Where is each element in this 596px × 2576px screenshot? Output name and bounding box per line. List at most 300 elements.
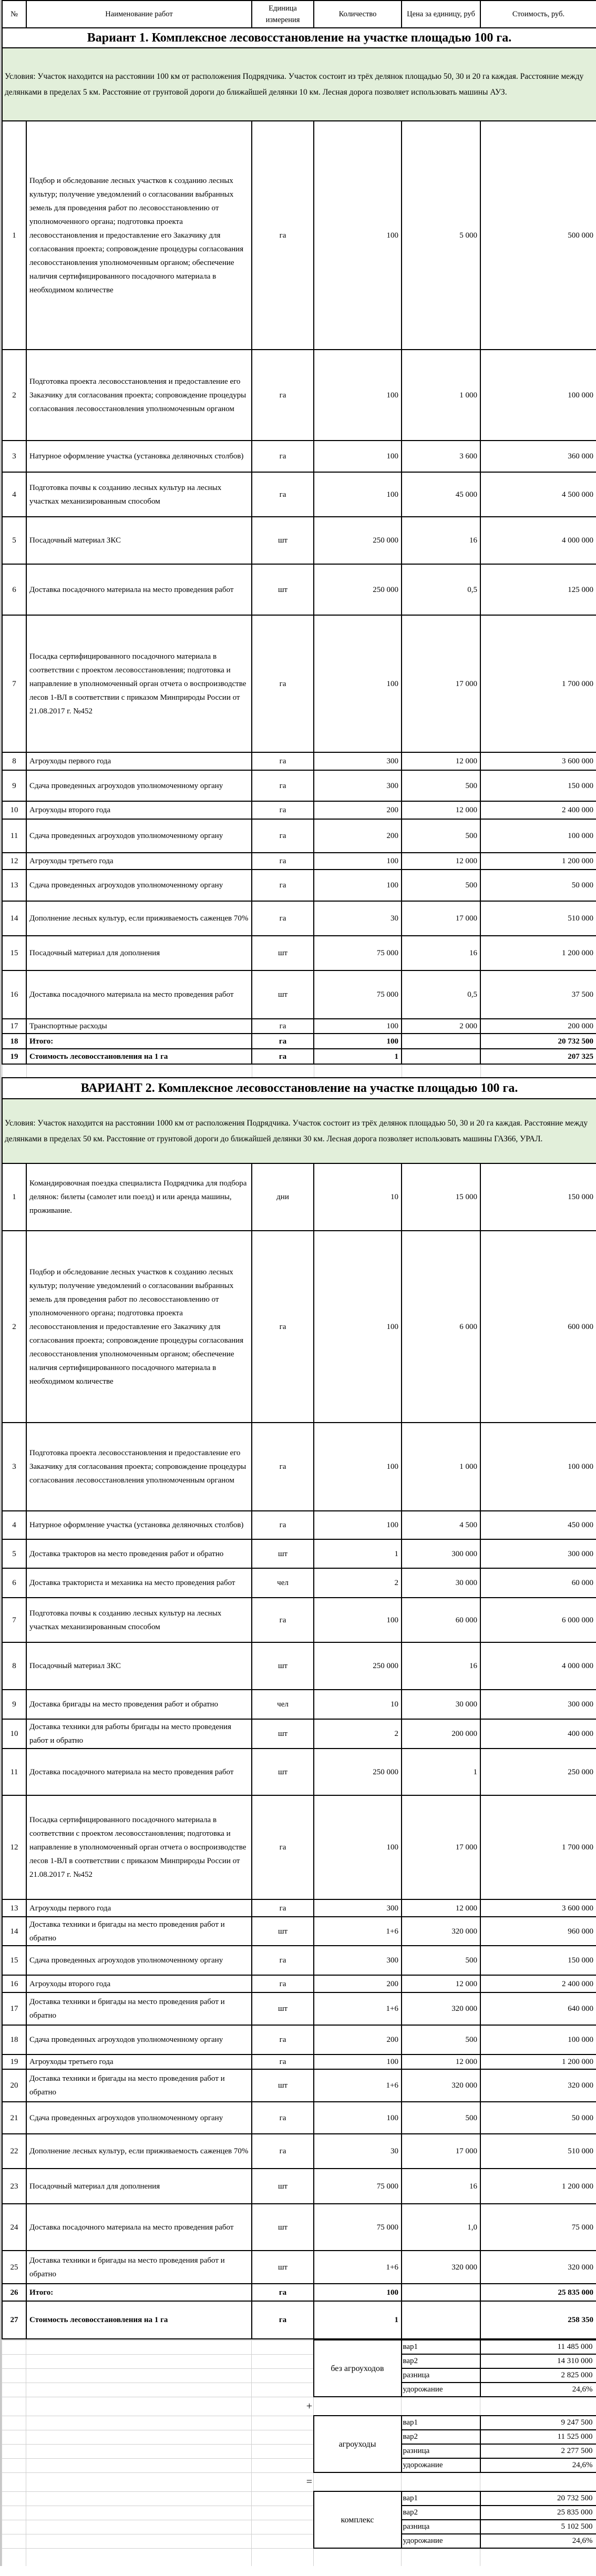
work-name: Подготовка проекта лесовосстановления и предоставление его Заказчику для согласования проекта; сопровождение процедуры согласования лесовосстановления уполномоченным органом [26,350,252,441]
cost: 3 600 000 [480,1899,596,1917]
total-cost: 20 732 500 [480,1034,596,1049]
row-number: 21 [2,2102,26,2134]
cost: 400 000 [480,1719,596,1749]
unit: шт [252,1917,314,1946]
summary-row [2,2444,596,2458]
unit-price: 12 000 [402,1899,480,1917]
quantity: 250 000 [314,1749,402,1795]
cost: 2 400 000 [480,1975,596,1992]
header-name: Наименование работ [26,1,252,28]
summary-item-value: 25 835 000 [480,2506,596,2520]
row-number: 16 [2,970,26,1019]
table-row [2,1795,596,1899]
summary-row [2,2383,596,2397]
row-number: 3 [2,1423,26,1511]
cost-table [2,0,596,2339]
summary-item-label: разница [402,2444,480,2458]
cost: 75 000 [480,2204,596,2251]
table-row [2,2102,596,2134]
row-number: 13 [2,870,26,901]
per-ha-num: 19 [2,1049,26,1064]
unit: чел [252,1690,314,1719]
cost: 360 000 [480,441,596,472]
quantity: 2 [314,1719,402,1749]
unit: га [252,121,314,350]
row-number: 13 [2,1899,26,1917]
unit: га [252,1899,314,1917]
summary-item-label: вар2 [402,2430,480,2444]
per-ha-label: Стоимость лесовосстановления на 1 га [26,2301,252,2339]
total-num: 26 [2,2284,26,2301]
cost: 4 000 000 [480,1642,596,1690]
table-row [2,1749,596,1795]
unit: га [252,441,314,472]
quantity: 100 [314,121,402,350]
work-name: Посадочный материал для дополнения [26,936,252,970]
unit: шт [252,2069,314,2102]
table-row [2,564,596,615]
table-row [2,1568,596,1598]
per-ha-cost: 258 350 [480,2301,596,2339]
work-name: Подготовка проекта лесовосстановления и предоставление его Заказчику для согласования проекта; сопровождение процедуры согласования лесовосстановления уполномоченным органом [26,1423,252,1511]
cost: 100 000 [480,350,596,441]
summary-row [2,2534,596,2548]
work-name: Натурное оформление участка (установка деляночных столбов) [26,441,252,472]
per-ha-qty: 1 [314,2301,402,2339]
summary-item-value: 14 310 000 [480,2354,596,2368]
quantity: 250 000 [314,564,402,615]
work-name: Дополнение лесных культур, если приживаемость саженцев 70% [26,2134,252,2169]
unit-price: 2 000 [402,1019,480,1034]
work-name: Сдача проведенных агроуходов уполномоченному органу [26,2102,252,2134]
unit: шт [252,517,314,564]
unit: га [252,1795,314,1899]
cost: 960 000 [480,1917,596,1946]
summary-row [2,2368,596,2383]
row-number: 3 [2,441,26,472]
unit: га [252,853,314,870]
table-row [2,1975,596,1992]
summary-item-label: разница [402,2520,480,2534]
row-number: 4 [2,472,26,517]
cost: 600 000 [480,1231,596,1423]
table-row [2,853,596,870]
unit: га [252,1231,314,1423]
variant2-title: ВАРИАНТ 2. Комплексное лесовосстановление на участке площадью 100 га. [2,1078,596,1099]
row-number: 16 [2,1975,26,1992]
row-number: 19 [2,2054,26,2069]
quantity: 100 [314,1795,402,1899]
row-number: 12 [2,853,26,870]
unit-price: 12 000 [402,1975,480,1992]
summary-row [2,2458,596,2472]
quantity: 100 [314,350,402,441]
unit-price: 17 000 [402,901,480,936]
work-name: Доставка техники и бригады на место проведения работ и обратно [26,2251,252,2284]
cost: 150 000 [480,770,596,801]
summary-row [2,2520,596,2534]
unit: дни [252,1163,314,1231]
cost: 450 000 [480,1511,596,1539]
quantity: 100 [314,1231,402,1423]
table-row [2,2025,596,2054]
summary-item-value: 5 102 500 [480,2520,596,2534]
unit: шт [252,936,314,970]
row-number: 14 [2,901,26,936]
per-ha-unit: га [252,1049,314,1064]
cost: 3 600 000 [480,752,596,770]
unit-price: 1 [402,1749,480,1795]
unit-price: 4 500 [402,1511,480,1539]
per-ha-unit: га [252,2301,314,2339]
row-number: 9 [2,770,26,801]
header-num: № [2,1,26,28]
total-unit: га [252,1034,314,1049]
summary-item-label: удорожание [402,2458,480,2472]
unit-price: 30 000 [402,1568,480,1598]
empty-row [2,2548,596,2566]
cost: 100 000 [480,1423,596,1511]
unit-price: 320 000 [402,2251,480,2284]
work-name: Доставка техники и бригады на место проведения работ и обратно [26,1917,252,1946]
total-qty: 100 [314,1034,402,1049]
summary-comparison [2,2339,596,2566]
cost: 50 000 [480,2102,596,2134]
work-name: Дополнение лесных культур, если приживаемость саженцев 70% [26,901,252,936]
per-ha-cost: 207 325 [480,1049,596,1064]
work-name: Сдача проведенных агроуходов уполномоченному органу [26,770,252,801]
unit-price: 0,5 [402,564,480,615]
variant2-rows [2,1163,596,2284]
summary-item-label: вар2 [402,2354,480,2368]
row-number: 11 [2,1749,26,1795]
summary-item-value: 20 732 500 [480,2491,596,2506]
total-label: Итого: [26,1034,252,1049]
row-number: 17 [2,1019,26,1034]
cost: 4 500 000 [480,472,596,517]
quantity: 1 [314,1539,402,1568]
quantity: 10 [314,1690,402,1719]
quantity: 300 [314,1946,402,1975]
variant1-title: Вариант 1. Комплексное лесовосстановление на участке площадью 100 га. [2,28,596,48]
row-number: 14 [2,1917,26,1946]
row-number: 17 [2,1992,26,2025]
cost: 100 000 [480,819,596,853]
summary-item-label: вар2 [402,2506,480,2520]
row-number: 1 [2,121,26,350]
summary-operator-row [2,2397,596,2416]
table-row [2,970,596,1019]
unit: га [252,2102,314,2134]
table-row [2,121,596,350]
unit-price: 320 000 [402,2069,480,2102]
unit: га [252,2134,314,2169]
quantity: 75 000 [314,2169,402,2204]
table-row [2,1511,596,1539]
summary-row [2,2354,596,2368]
plus-sign: + [252,2397,314,2416]
total-cost: 25 835 000 [480,2284,596,2301]
table-row [2,819,596,853]
quantity: 2 [314,1568,402,1598]
total-num: 18 [2,1034,26,1049]
unit-price: 500 [402,870,480,901]
variant2-total-row [2,2284,596,2301]
quantity: 100 [314,1598,402,1642]
row-number: 23 [2,2169,26,2204]
table-row [2,1946,596,1975]
cost: 200 000 [480,1019,596,1034]
work-name: Командировочная поездка специалиста Подрядчика для подбора делянок: билеты (самолет или поезд) и или аренда машины, проживание. [26,1163,252,1231]
variant1-per-ha-row [2,1049,596,1064]
row-number: 25 [2,2251,26,2284]
quantity: 100 [314,870,402,901]
unit-price: 16 [402,936,480,970]
table-row [2,472,596,517]
variant1-title-row [2,28,596,48]
cost: 510 000 [480,2134,596,2169]
row-number: 6 [2,1568,26,1598]
variant2-conditions-row [2,1099,596,1163]
quantity: 250 000 [314,517,402,564]
work-name: Агроуходы третьего года [26,853,252,870]
quantity: 10 [314,1163,402,1231]
unit: шт [252,2251,314,2284]
row-number: 10 [2,801,26,819]
summary-item-label: вар1 [402,2416,480,2430]
unit-price: 500 [402,819,480,853]
unit: га [252,472,314,517]
table-row [2,350,596,441]
variant2-title-row [2,1078,596,1099]
work-name: Посадка сертифицированного посадочного материала в соответствии с проектом лесовосстановления; подготовка и направление в уполномоченный орган отчета о воспроизводстве лесов 1-ВЛ в соответствии с приказом Минприроды России от 21.08.2017 г. №452 [26,615,252,752]
table-row [2,615,596,752]
work-name: Посадка сертифицированного посадочного материала в соответствии с проектом лесовосстановления; подготовка и направление в уполномоченный орган отчета о воспроизводстве лесов 1-ВЛ в соответствии с приказом Минприроды России от 21.08.2017 г. №452 [26,1795,252,1899]
cost: 320 000 [480,2251,596,2284]
variant1-total-row [2,1034,596,1049]
quantity: 100 [314,1511,402,1539]
header-row [2,1,596,28]
work-name: Доставка тракториста и механика на место проведения работ [26,1568,252,1598]
total-price [402,2284,480,2301]
unit: га [252,801,314,819]
row-number: 5 [2,1539,26,1568]
row-number: 15 [2,936,26,970]
unit: га [252,770,314,801]
unit-price: 17 000 [402,2134,480,2169]
unit-price: 45 000 [402,472,480,517]
cost: 510 000 [480,901,596,936]
cost: 1 200 000 [480,2054,596,2069]
cost: 2 400 000 [480,801,596,819]
row-number: 1 [2,1163,26,1231]
table-row [2,1642,596,1690]
cost: 1 200 000 [480,853,596,870]
cost: 640 000 [480,1992,596,2025]
unit: га [252,350,314,441]
table-row [2,1231,596,1423]
unit-price: 1 000 [402,1423,480,1511]
summary-row [2,2340,596,2354]
table-row [2,1539,596,1568]
work-name: Доставка тракторов на место проведения работ и обратно [26,1539,252,1568]
cost: 1 200 000 [480,936,596,970]
quantity: 250 000 [314,1642,402,1690]
header-cost: Стоимость, руб. [480,1,596,28]
summary-item-value: 2 277 500 [480,2444,596,2458]
unit: шт [252,1539,314,1568]
quantity: 200 [314,2025,402,2054]
work-name: Подбор и обследование лесных участков к созданию лесных культур; получение уведомлений о согласовании выбранных земель для проведения работ по лесовосстановлению от уполномоченного органа; подготовка проекта лесовосстановления и предоставление его Заказчику для согласования проекта; сопровождение процедуры согласования лесовосстановления уполномоченным органом; обеспечение наличия сертифицированного посадочного материала в необходимом количестве [26,121,252,350]
work-name: Подбор и обследование лесных участков к созданию лесных культур; получение уведомлений о согласовании выбранных земель для проведения работ по лесовосстановлению от уполномоченного органа; подготовка проекта лесовосстановления и предоставление его Заказчику для согласования проекта; сопровождение процедуры согласования лесовосстановления уполномоченным органом; обеспечение наличия сертифицированного посадочного материала в необходимом количестве [26,1231,252,1423]
variant1-rows [2,121,596,1034]
table-row [2,901,596,936]
unit: шт [252,1992,314,2025]
unit-price: 15 000 [402,1163,480,1231]
unit-price: 3 600 [402,441,480,472]
summary-row [2,2430,596,2444]
summary-row [2,2416,596,2430]
unit-price: 320 000 [402,1992,480,2025]
work-name: Сдача проведенных агроуходов уполномоченному органу [26,1946,252,1975]
unit: га [252,2054,314,2069]
table-row [2,2054,596,2069]
work-name: Агроуходы третьего года [26,2054,252,2069]
unit: шт [252,564,314,615]
unit-price: 500 [402,770,480,801]
summary-item-label: удорожание [402,2383,480,2397]
row-number: 2 [2,1231,26,1423]
quantity: 1+6 [314,1917,402,1946]
table-row [2,801,596,819]
unit: га [252,2025,314,2054]
total-price [402,1034,480,1049]
quantity: 300 [314,752,402,770]
unit: шт [252,2169,314,2204]
unit-price: 5 000 [402,121,480,350]
total-qty: 100 [314,2284,402,2301]
unit: га [252,615,314,752]
variant2-per-ha-row [2,2301,596,2339]
cost: 250 000 [480,1749,596,1795]
table-row [2,1598,596,1642]
quantity: 100 [314,2102,402,2134]
table-row [2,441,596,472]
work-name: Посадочный материал для дополнения [26,2169,252,2204]
unit-price: 12 000 [402,2054,480,2069]
quantity: 100 [314,1423,402,1511]
cost: 60 000 [480,1568,596,1598]
quantity: 100 [314,1019,402,1034]
unit-price: 12 000 [402,752,480,770]
per-ha-label: Стоимость лесовосстановления на 1 га [26,1049,252,1064]
work-name: Доставка бригады на место проведения работ и обратно [26,1690,252,1719]
summary-item-value: 2 825 000 [480,2368,596,2383]
row-number: 8 [2,752,26,770]
unit-price: 500 [402,2025,480,2054]
row-number: 10 [2,1719,26,1749]
quantity: 1+6 [314,1992,402,2025]
variant2-conditions: Условия: Участок находится на расстоянии 1000 км от расположения Подрядчика. Участок состоит из трёх делянок площадью 50, 30 и 20 га каждая. Расстояние между делянками в пределах 50 км. Расстояние от грунтовой дороги до ближайшей делянки 30 км. Лесная дорога позволяет использовать машины ГАЗ66, УРАЛ. [2,1099,596,1163]
table-row [2,1690,596,1719]
row-number: 18 [2,2025,26,2054]
summary-group-label: агроуходы [314,2416,402,2472]
summary-item-value: 24,6% [480,2383,596,2397]
unit-price: 300 000 [402,1539,480,1568]
total-unit: га [252,2284,314,2301]
row-number: 8 [2,1642,26,1690]
unit-price: 16 [402,517,480,564]
quantity: 30 [314,2134,402,2169]
summary-item-label: вар1 [402,2340,480,2354]
row-number: 15 [2,1946,26,1975]
unit: га [252,1946,314,1975]
work-name: Доставка посадочного материала на место проведения работ [26,970,252,1019]
quantity: 200 [314,819,402,853]
unit: га [252,819,314,853]
table-row [2,1019,596,1034]
unit: шт [252,1719,314,1749]
unit: шт [252,1749,314,1795]
row-number: 6 [2,564,26,615]
unit-price: 200 000 [402,1719,480,1749]
quantity: 100 [314,853,402,870]
work-name: Сдача проведенных агроуходов уполномоченному органу [26,2025,252,2054]
work-name: Доставка посадочного материала на место проведения работ [26,2204,252,2251]
unit-price: 12 000 [402,801,480,819]
unit: га [252,1019,314,1034]
table-row [2,2069,596,2102]
cost: 1 700 000 [480,615,596,752]
summary-operator-row [2,2472,596,2491]
cost: 100 000 [480,2025,596,2054]
table-row [2,770,596,801]
spacer-row [2,1064,596,1078]
summary-item-value: 24,6% [480,2534,596,2548]
unit-price: 320 000 [402,1917,480,1946]
cost: 6 000 000 [480,1598,596,1642]
unit-price: 30 000 [402,1690,480,1719]
table-row [2,752,596,770]
unit: га [252,752,314,770]
work-name: Доставка посадочного материала на место проведения работ [26,1749,252,1795]
unit-price: 17 000 [402,1795,480,1899]
unit-price: 16 [402,2169,480,2204]
total-label: Итого: [26,2284,252,2301]
header-price: Цена за единицу, руб [402,1,480,28]
unit-price: 0,5 [402,970,480,1019]
table-row [2,1163,596,1231]
work-name: Подготовка почвы к созданию лесных культур на лесных участках механизированным способом [26,472,252,517]
cost: 125 000 [480,564,596,615]
unit-price: 6 000 [402,1231,480,1423]
cost: 300 000 [480,1690,596,1719]
work-name: Доставка техники и бригады на место проведения работ и обратно [26,1992,252,2025]
variant1-conditions: Условия: Участок находится на расстоянии 100 км от расположения Подрядчика. Участок состоит из трёх делянок площадью 50, 30 и 20 га каждая. Расстояние между делянками в пределах 5 км. Расстояние от грунтовой дороги до ближайшей делянки 10 км. Лесная дорога позволяет использовать машины АУЗ. [2,48,596,121]
cost: 300 000 [480,1539,596,1568]
work-name: Доставка техники и бригады на место проведения работ и обратно [26,2069,252,2102]
summary-item-value: 9 247 500 [480,2416,596,2430]
row-number: 4 [2,1511,26,1539]
work-name: Посадочный материал ЗКС [26,1642,252,1690]
unit: га [252,1975,314,1992]
row-number: 2 [2,350,26,441]
cost: 50 000 [480,870,596,901]
quantity: 300 [314,770,402,801]
summary-row [2,2506,596,2520]
row-number: 11 [2,819,26,853]
unit-price: 1 000 [402,350,480,441]
